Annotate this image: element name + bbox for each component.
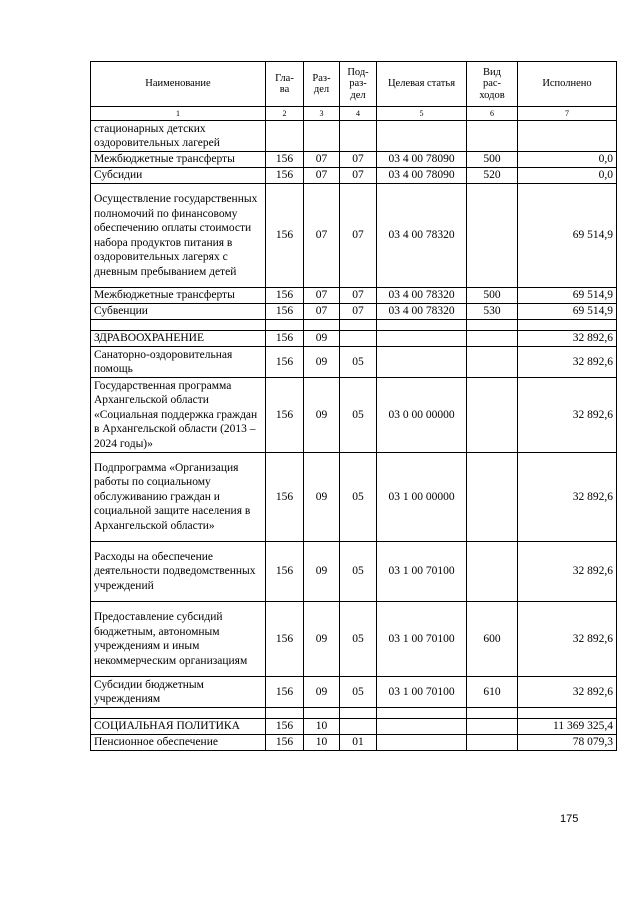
cell-exp-type: 500 [467, 288, 518, 304]
cell-target: 03 4 00 78090 [377, 168, 467, 184]
cell-executed: 69 514,9 [518, 288, 617, 304]
table-row [91, 152, 617, 168]
cell-executed: 32 892,6 [518, 542, 617, 602]
cell-target: 03 0 00 00000 [377, 378, 467, 453]
cell-exp-type [467, 719, 518, 735]
cell-subsection: 07 [340, 288, 377, 304]
header-name: Наименование [91, 62, 266, 107]
cell-subsection: 07 [340, 168, 377, 184]
cell-chapter: 156 [266, 602, 304, 677]
cell-chapter: 156 [266, 331, 304, 347]
cell-exp-type [467, 331, 518, 347]
cell-section: 09 [304, 602, 340, 677]
cell-subsection: 01 [340, 735, 377, 751]
table-row [91, 602, 617, 677]
col-num: 3 [304, 107, 340, 121]
cell-executed: 32 892,6 [518, 677, 617, 708]
cell-section: 09 [304, 542, 340, 602]
col-num: 2 [266, 107, 304, 121]
cell-exp-type [467, 453, 518, 542]
cell-subsection [340, 719, 377, 735]
cell-section: 09 [304, 347, 340, 378]
table-row [91, 304, 617, 320]
cell-target [377, 347, 467, 378]
cell-exp-type: 500 [467, 152, 518, 168]
cell-section: 07 [304, 288, 340, 304]
cell-target: 03 1 00 70100 [377, 602, 467, 677]
cell-exp-type [467, 735, 518, 751]
cell-name: Подпрограмма «Организация работы по социальному обслуживанию граждан и социальной защите населения в Архангельской области» [91, 453, 266, 542]
header-exp-type: Вид рас- ходов [467, 62, 518, 107]
cell-executed [518, 121, 617, 152]
cell-name: Межбюджетные трансферты [91, 152, 266, 168]
table-row [91, 331, 617, 347]
cell-target: 03 4 00 78320 [377, 184, 467, 288]
cell-subsection: 05 [340, 378, 377, 453]
cell-section: 09 [304, 331, 340, 347]
cell-section: 07 [304, 304, 340, 320]
table-row [91, 288, 617, 304]
table-row [91, 735, 617, 751]
spacer-row [91, 708, 617, 719]
cell-executed: 32 892,6 [518, 378, 617, 453]
header-row [91, 62, 617, 107]
cell-name: Предоставление субсидий бюджетным, автономным учреждениям и иным некоммерческим организациям [91, 602, 266, 677]
cell-exp-type [467, 184, 518, 288]
cell-chapter: 156 [266, 288, 304, 304]
header-target: Целевая статья [377, 62, 467, 107]
col-num: 4 [340, 107, 377, 121]
page-number: 175 [560, 813, 579, 825]
cell-name: Осуществление государственных полномочий по финансовому обеспечению оплаты стоимости набора продуктов питания в оздоровительных лагерях с дневным пребыванием детей [91, 184, 266, 288]
cell-target: 03 1 00 00000 [377, 453, 467, 542]
cell-chapter: 156 [266, 735, 304, 751]
cell-chapter: 156 [266, 453, 304, 542]
cell-target: 03 4 00 78320 [377, 288, 467, 304]
cell-name: Субвенции [91, 304, 266, 320]
cell-subsection: 05 [340, 347, 377, 378]
cell-chapter: 156 [266, 184, 304, 288]
cell-executed: 69 514,9 [518, 184, 617, 288]
cell-executed: 32 892,6 [518, 453, 617, 542]
cell-executed: 32 892,6 [518, 347, 617, 378]
cell-name: Расходы на обеспечение деятельности подведомственных учреждений [91, 542, 266, 602]
cell-exp-type: 610 [467, 677, 518, 708]
table-row [91, 719, 617, 735]
col-num: 1 [91, 107, 266, 121]
cell-target: 03 4 00 78320 [377, 304, 467, 320]
cell-name: Субсидии [91, 168, 266, 184]
cell-section: 07 [304, 168, 340, 184]
header-executed: Исполнено [518, 62, 617, 107]
cell-name: Санаторно-оздоровительная помощь [91, 347, 266, 378]
cell-target [377, 121, 467, 152]
header-chapter: Гла- ва [266, 62, 304, 107]
spacer-row [91, 320, 617, 331]
col-num: 7 [518, 107, 617, 121]
table-row [91, 677, 617, 708]
cell-subsection [340, 121, 377, 152]
cell-section: 09 [304, 378, 340, 453]
cell-executed: 0,0 [518, 152, 617, 168]
cell-name: Пенсионное обеспечение [91, 735, 266, 751]
cell-target: 03 1 00 70100 [377, 677, 467, 708]
cell-executed: 32 892,6 [518, 331, 617, 347]
cell-target [377, 735, 467, 751]
cell-target [377, 719, 467, 735]
cell-exp-type: 600 [467, 602, 518, 677]
cell-target: 03 1 00 70100 [377, 542, 467, 602]
cell-section: 09 [304, 453, 340, 542]
cell-section: 10 [304, 735, 340, 751]
cell-section: 10 [304, 719, 340, 735]
cell-subsection: 05 [340, 677, 377, 708]
budget-table [90, 61, 617, 751]
header-subsection: Под- раз- дел [340, 62, 377, 107]
cell-executed: 0,0 [518, 168, 617, 184]
cell-name: Межбюджетные трансферты [91, 288, 266, 304]
cell-executed: 78 079,3 [518, 735, 617, 751]
cell-subsection: 07 [340, 152, 377, 168]
cell-chapter: 156 [266, 719, 304, 735]
cell-chapter: 156 [266, 168, 304, 184]
cell-subsection: 07 [340, 184, 377, 288]
cell-section: 07 [304, 184, 340, 288]
table-row [91, 121, 617, 152]
header-section: Раз- дел [304, 62, 340, 107]
column-numbers-row [91, 107, 617, 121]
cell-section: 07 [304, 152, 340, 168]
cell-chapter: 156 [266, 152, 304, 168]
cell-target [377, 331, 467, 347]
col-num: 6 [467, 107, 518, 121]
cell-subsection: 05 [340, 542, 377, 602]
table-row [91, 347, 617, 378]
cell-executed: 69 514,9 [518, 304, 617, 320]
cell-exp-type [467, 378, 518, 453]
cell-chapter: 156 [266, 378, 304, 453]
cell-exp-type [467, 347, 518, 378]
cell-exp-type: 520 [467, 168, 518, 184]
cell-section [304, 121, 340, 152]
cell-executed: 11 369 325,4 [518, 719, 617, 735]
cell-name: СОЦИАЛЬНАЯ ПОЛИТИКА [91, 719, 266, 735]
cell-chapter: 156 [266, 677, 304, 708]
col-num: 5 [377, 107, 467, 121]
cell-exp-type [467, 542, 518, 602]
cell-target: 03 4 00 78090 [377, 152, 467, 168]
table-row [91, 542, 617, 602]
table-row [91, 453, 617, 542]
cell-chapter: 156 [266, 347, 304, 378]
cell-chapter: 156 [266, 304, 304, 320]
cell-name: ЗДРАВООХРАНЕНИЕ [91, 331, 266, 347]
cell-subsection: 07 [340, 304, 377, 320]
cell-subsection [340, 331, 377, 347]
cell-exp-type [467, 121, 518, 152]
cell-name: Государственная программа Архангельской области «Социальная поддержка граждан в Архангельской области (2013 – 2024 годы)» [91, 378, 266, 453]
cell-executed: 32 892,6 [518, 602, 617, 677]
cell-section: 09 [304, 677, 340, 708]
table-row [91, 378, 617, 453]
table-row [91, 184, 617, 288]
cell-subsection: 05 [340, 602, 377, 677]
cell-chapter [266, 121, 304, 152]
cell-exp-type: 530 [467, 304, 518, 320]
cell-subsection: 05 [340, 453, 377, 542]
table-row [91, 168, 617, 184]
cell-chapter: 156 [266, 542, 304, 602]
cell-name: Субсидии бюджетным учреждениям [91, 677, 266, 708]
cell-name: стационарных детских оздоровительных лагерей [91, 121, 266, 152]
